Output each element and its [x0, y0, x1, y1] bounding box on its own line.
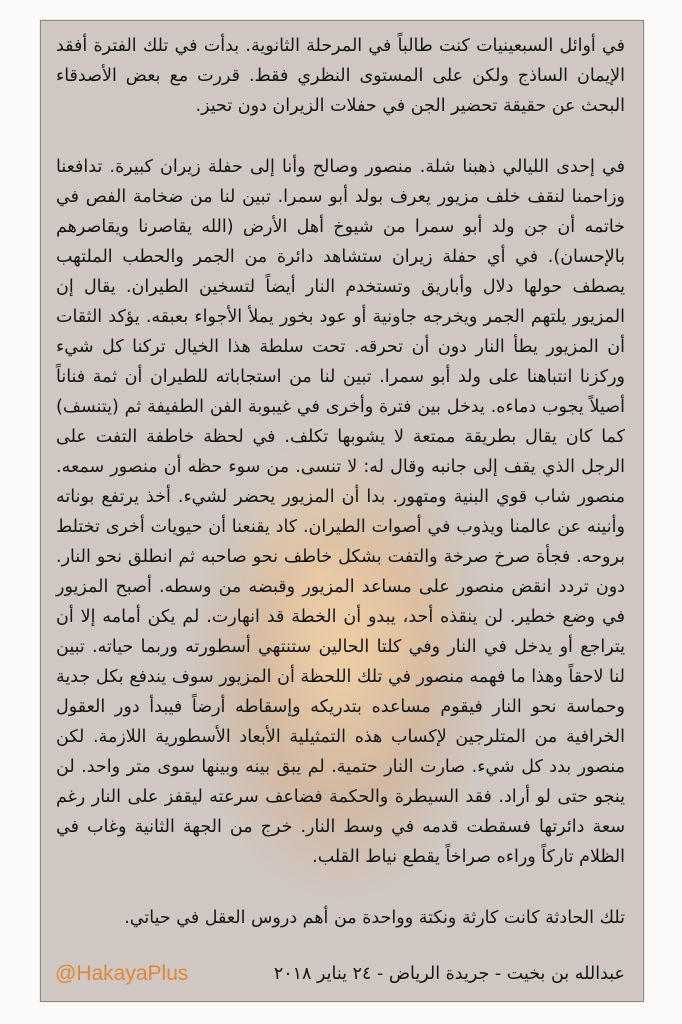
article-card	[40, 20, 644, 1002]
paragraph-conclusion: تلك الحادثة كانت كارثة ونكتة وواحدة من أهم دروس العقل في حياتي.	[124, 908, 625, 928]
watermark-handle: @HakayaPlus	[55, 962, 189, 985]
author-byline: عبدالله بن بخيت - جريدة الرياض - ٢٤ يناير ٢٠١٨	[273, 964, 625, 984]
paragraph-story: في إحدى الليالي ذهبنا شلة. منصور وصالح وأنا إلى حفلة زيران كبيرة. تدافعنا وزاحمنا لنقف خلف مزيور يعرف بولد أبو سمرا. تبين لنا من ضخامة الفص في خاتمه أن جن ولد أبو سمرا من شيوخ أهل الأرض (الله يقاصرنا ويقاصرهم بالإحسان). في أي حفلة زيران ستشاهد دائرة من الجمر والحطب الملتهب يصطف حولها دلال وأباريق وتستخدم النار أيضاً لتسخين الطيران. يقال إن المزيور يلتهم الجمر ويخرجه جاونية أو عود بخور يملأ الأجواء بعبقه. يؤكد الثقات أن المزيور يطأ النار دون أن تحرقه. تحت سلطة هذا الخيال تركنا كل شيء وركزنا انتباهنا على ولد أبو سمرا. تبين لنا من استجاباته للطيران أن ثمة فناناً أصيلاً يجوب دماءه. يدخل بين فترة وأخرى في غيبوبة الفن الطفيفة ثم (يتنسف) كما كان يقال بطريقة ممتعة لا يشوبها تكلف. في لحظة خاطفة التفت على الرجل الذي يقف إلى جانبه وقال له: لا تنسى. من سوء حظه أن منصور سمعه. منصور شاب قوي البنية ومتهور. بدا أن المزيور يحضر لشيء. أخذ يرتفع بوناته وأنينه عن عالمنا ويذوب في أصوات الطيران. كاد يقنعنا أن حيويات أخرى تختلط بروحه. فجأة صرخ صرخة والتفت بشكل خاطف نحو صاحبه ثم انطلق نحو النار. دون تردد انقض منصور على مساعد المزيور وقبضه من وسطه. أصبح المزيور في وضع خطير. لن ينقذه أحد، يبدو أن الخطة قد انهارت. لم يكن أمامه إلا أن يتراجع أو يدخل في النار وفي كلتا الحالين ستنتهي أسطورته وربما حياته. تبين لنا لاحقاً وهذا ما فهمه منصور في تلك اللحظة أن المزيور سوف يندفع بكل جدية وحماسة نحو النار فيقوم مساعده بتدريكه وإسقاطه أرضاً فيبدأ دور العقول الخرافية من المتلرجين لإكساب هذه التمثيلية الأبعاد الأسطورية اللازمة. لكن منصور بدد كل شيء. صارت النار حتمية. لم يبق بينه وبينها سوى متر واحد. لن ينجو حتى لو أراد. فقد السيطرة والحكمة فضاعف سرعته ليقفز على النار رغم سعة دائرتها فسقطت قدمه في وسط النار. خرج من الجهة الثانية وغاب في الظلام تاركاً وراءه صراخاً يقطع نياط القلب.	[56, 157, 625, 867]
article-body	[56, 31, 625, 964]
paragraph-intro: في أوائل السبعينيات كنت طالباً في المرحلة الثانوية. بدأت في تلك الفترة أفقد الإيمان الساذج ولكن على المستوى النظري فقط. قررت مع بعض الأصدقاء البحث عن حقيقة تحضير الجن في حفلات الزيران دون تحيز.	[56, 36, 625, 116]
article-footer	[55, 959, 625, 989]
